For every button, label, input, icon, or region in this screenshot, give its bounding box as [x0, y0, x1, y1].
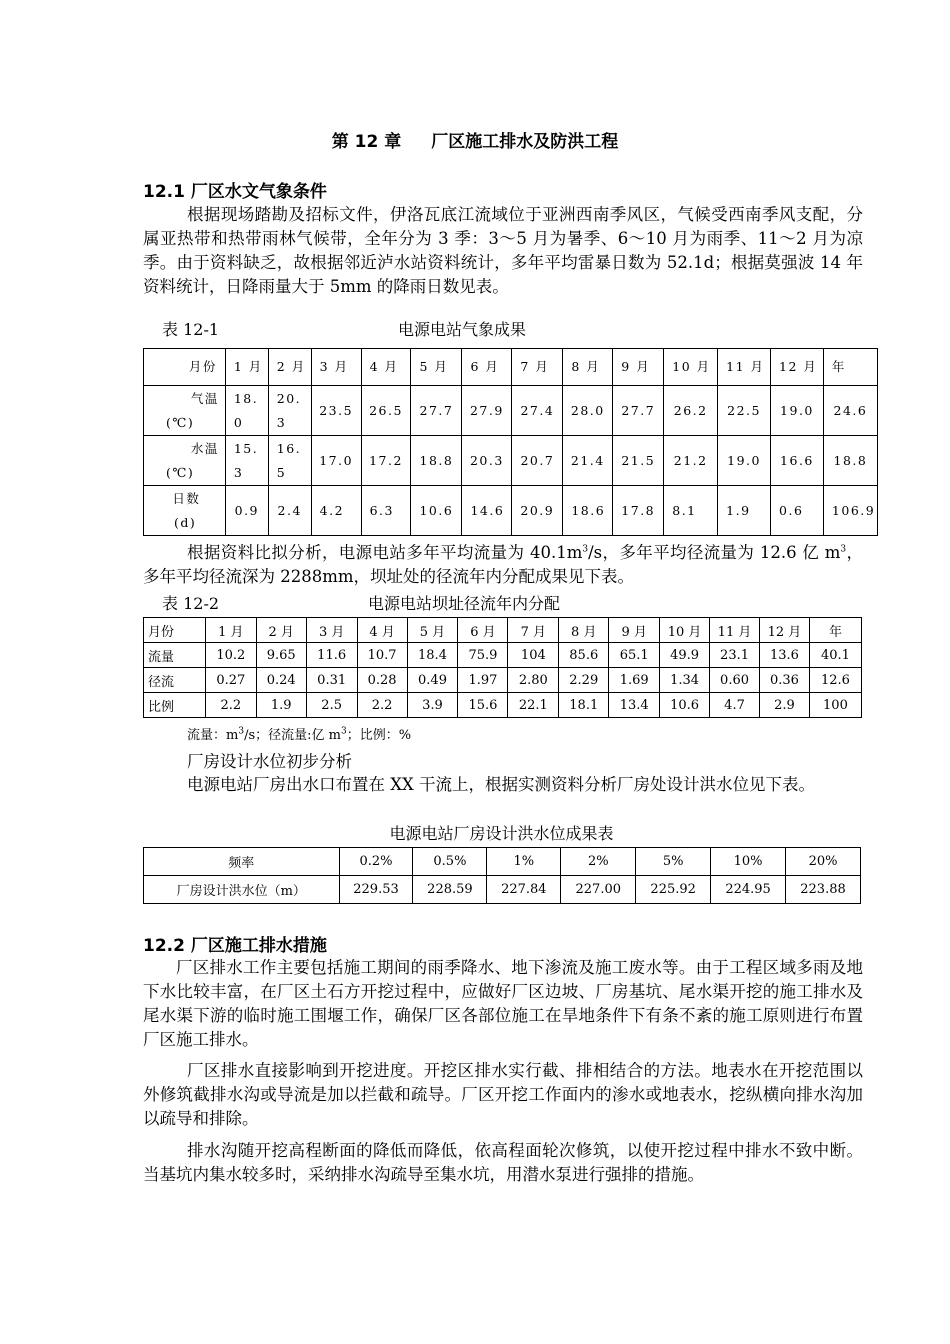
row-label: 日数 (d): [144, 486, 226, 536]
cell: 17.0: [311, 436, 361, 486]
table2-title: 电源电站坝址径流年内分配: [368, 594, 561, 613]
header-cell: 5%: [636, 848, 711, 876]
cell: 22.1: [508, 693, 559, 718]
cell: 224.95: [711, 876, 786, 904]
header-cell: 1 月: [205, 618, 256, 643]
paragraph-climate: 根据现场踏勘及招标文件，伊洛瓦底江流域位于亚洲西南季风区，气候受西南季风支配，分属亚热带和热带雨林气候带，全年分为 3 季：3～5 月为暑季、6～10 月为雨季、11～2 月为凉季。由于资料缺乏，故根据邻近泸水站资料统计，多年平均雷暴日数为 52.1d；根据莫强波 14 年资料统计，日降雨量大于 5mm 的降雨日数见表。: [143, 205, 863, 296]
header-cell: 5 月: [411, 349, 462, 386]
cell: 15.3: [225, 436, 268, 486]
header-cell: 9 月: [613, 349, 664, 386]
table-row: [144, 386, 878, 436]
chapter-name: 厂区施工排水及防洪工程: [431, 132, 619, 152]
cell: 15.6: [458, 693, 508, 718]
cell: 27.9: [462, 386, 512, 436]
cell: 21.5: [613, 436, 664, 486]
header-cell: 10 月: [660, 618, 710, 643]
cell: 1.9: [718, 486, 771, 536]
cell: 23.5: [311, 386, 361, 436]
row-label: 厂房设计洪水位（m）: [144, 876, 340, 904]
cell: 2.5: [306, 693, 357, 718]
row-label: 气温 (℃): [144, 386, 226, 436]
cell: 0.31: [306, 668, 357, 693]
cell: 26.2: [664, 386, 718, 436]
chapter-title: [0, 127, 950, 152]
cell: 75.9: [458, 643, 508, 668]
cell: 85.6: [559, 643, 609, 668]
cell: 2.2: [205, 693, 256, 718]
cell: 10.6: [411, 486, 462, 536]
cell: 18.8: [823, 436, 877, 486]
cell: 23.1: [710, 643, 760, 668]
cell: 18.0: [225, 386, 268, 436]
header-cell: 9 月: [609, 618, 660, 643]
runoff-header-row: [144, 618, 862, 643]
cell: 16.6: [771, 436, 824, 486]
cell: 10.6: [660, 693, 710, 718]
header-cell: 8 月: [563, 349, 613, 386]
cell: 0.9: [225, 486, 268, 536]
header-cell: 5 月: [407, 618, 458, 643]
cell: 223.88: [786, 876, 861, 904]
cell: 0.28: [357, 668, 407, 693]
cell: 228.59: [413, 876, 487, 904]
cell: 20.3: [268, 386, 311, 436]
weather-table: [143, 348, 878, 536]
cell: 21.2: [664, 436, 718, 486]
cell: 227.84: [487, 876, 561, 904]
cell: 3.9: [407, 693, 458, 718]
cell: 1.97: [458, 668, 508, 693]
runoff-table: [143, 617, 862, 718]
row-label: 比例: [144, 693, 206, 718]
header-cell: 0.2%: [339, 848, 413, 876]
flood-level-table: [143, 847, 861, 904]
cell: 229.53: [339, 876, 413, 904]
cell: 17.2: [361, 436, 411, 486]
header-cell: 11 月: [718, 349, 771, 386]
header-cell: 20%: [786, 848, 861, 876]
header-cell: 10%: [711, 848, 786, 876]
cell: 27.7: [613, 386, 664, 436]
cell: 13.4: [609, 693, 660, 718]
row-label: 水温 (℃): [144, 436, 226, 486]
header-cell: 4 月: [357, 618, 407, 643]
table2-label: 表 12-2: [162, 594, 220, 613]
cell: 106.9: [823, 486, 877, 536]
cell: 17.8: [613, 486, 664, 536]
header-cell: 10 月: [664, 349, 718, 386]
header-cell: 月份: [144, 618, 206, 643]
table-row: [144, 876, 861, 904]
cell: 1.34: [660, 668, 710, 693]
header-cell: 2 月: [268, 349, 311, 386]
header-cell: 3 月: [306, 618, 357, 643]
cell: 27.7: [411, 386, 462, 436]
header-cell: 月份: [144, 349, 226, 386]
header-cell: 6 月: [462, 349, 512, 386]
cell: 65.1: [609, 643, 660, 668]
header-cell: 频率: [144, 848, 340, 876]
table-row: [144, 643, 862, 668]
cell: 225.92: [636, 876, 711, 904]
cell: 1.9: [256, 693, 306, 718]
cell: 14.6: [462, 486, 512, 536]
cell: 0.27: [205, 668, 256, 693]
header-cell: 6 月: [458, 618, 508, 643]
paragraph-drainage-scope: 厂区排水工作主要包括施工期间的雨季降水、地下渗流及施工废水等。由于工程区域多雨及地下水比较丰富，在厂区土石方开挖过程中，应做好厂区边坡、厂房基坑、尾水渠开挖的施工排水及尾水渠下游的临时施工围堰工作，确保厂区各部位施工在旱地条件下有条不紊的施工原则进行布置厂区施工排水。: [143, 958, 863, 1049]
cell: 2.80: [508, 668, 559, 693]
cell: 4.2: [311, 486, 361, 536]
cell: 20.7: [512, 436, 563, 486]
header-cell: 1 月: [225, 349, 268, 386]
cell: 0.49: [407, 668, 458, 693]
header-cell: 12 月: [759, 618, 809, 643]
cell: 0.24: [256, 668, 306, 693]
header-cell: 1%: [487, 848, 561, 876]
table2-units-note: 流量：$m^3/s$；径流量:亿 $m^3$；比例：%: [187, 726, 412, 743]
header-cell: 4 月: [361, 349, 411, 386]
cell: 18.4: [407, 643, 458, 668]
cell: 22.5: [718, 386, 771, 436]
sub-heading-design-level: 厂房设计水位初步分析: [187, 752, 352, 771]
paragraph-drainage-method: 厂区排水直接影响到开挖进度。开挖区排水实行截、排相结合的方法。地表水在开挖范围以外修筑截排水沟或导流是加以拦截和疏导。厂区开挖工作面内的渗水或地表水，挖纵横向排水沟加以疏导和排除。: [143, 1061, 863, 1128]
table1-label: 表 12-1: [162, 320, 220, 339]
cell: 104: [508, 643, 559, 668]
cell: 16.5: [268, 436, 311, 486]
cell: 20.9: [512, 486, 563, 536]
cell: 18.1: [559, 693, 609, 718]
cell: 4.7: [710, 693, 760, 718]
cell: 0.60: [710, 668, 760, 693]
section-heading-12-2: 12.2 厂区施工排水措施: [143, 936, 327, 956]
table-row: [144, 668, 862, 693]
header-cell: 8 月: [559, 618, 609, 643]
flood-header-row: [144, 848, 861, 876]
cell: 2.9: [759, 693, 809, 718]
cell: 18.8: [411, 436, 462, 486]
cell: 6.3: [361, 486, 411, 536]
paragraph-flow: 根据资料比拟分析，电源电站多年平均流量为 $40.1m^3/s$，多年平均径流量为 12.6 亿 $m^3$，多年平均径流深为 2288mm，坝址处的径流年内分配成果见下表。: [143, 543, 863, 586]
cell: 100: [809, 693, 861, 718]
section-heading-12-1: 12.1 厂区水文气象条件: [143, 182, 327, 202]
header-cell: 7 月: [508, 618, 559, 643]
cell: 0.6: [771, 486, 824, 536]
cell: 21.4: [563, 436, 613, 486]
cell: 13.6: [759, 643, 809, 668]
cell: 40.1: [809, 643, 861, 668]
cell: 26.5: [361, 386, 411, 436]
cell: 24.6: [823, 386, 877, 436]
cell: 9.65: [256, 643, 306, 668]
header-cell: 7 月: [512, 349, 563, 386]
cell: 20.3: [462, 436, 512, 486]
row-label: 流量: [144, 643, 206, 668]
header-cell: 0.5%: [413, 848, 487, 876]
table3-title: 电源电站厂房设计洪水位成果表: [389, 824, 614, 843]
chapter-number: 第 12 章: [331, 132, 402, 152]
table-row: [144, 693, 862, 718]
header-cell: 12 月: [771, 349, 824, 386]
table-row: [144, 486, 878, 536]
header-cell: 3 月: [311, 349, 361, 386]
header-cell: 2%: [561, 848, 636, 876]
header-cell: 11 月: [710, 618, 760, 643]
header-cell: 年: [809, 618, 861, 643]
table1-title: 电源电站气象成果: [398, 320, 527, 339]
cell: 10.7: [357, 643, 407, 668]
cell: 27.4: [512, 386, 563, 436]
row-label: 径流: [144, 668, 206, 693]
cell: 11.6: [306, 643, 357, 668]
weather-header-row: [144, 349, 878, 386]
cell: 19.0: [718, 436, 771, 486]
paragraph-drainage-ditch: 排水沟随开挖高程断面的降低而降低，依高程面轮次修筑，以使开挖过程中排水不致中断。当基坑内集水较多时，采纳排水沟疏导至集水坑，用潜水泵进行强排的措施。: [143, 1141, 863, 1184]
cell: 18.6: [563, 486, 613, 536]
table-row: [144, 436, 878, 486]
cell: 2.29: [559, 668, 609, 693]
cell: 10.2: [205, 643, 256, 668]
cell: 227.00: [561, 876, 636, 904]
cell: 0.36: [759, 668, 809, 693]
cell: 28.0: [563, 386, 613, 436]
header-cell: 2 月: [256, 618, 306, 643]
paragraph-outlet: 电源电站厂房出水口布置在 XX 干流上，根据实测资料分析厂房处设计洪水位见下表。: [187, 775, 815, 794]
cell: 19.0: [771, 386, 824, 436]
header-cell: 年: [823, 349, 877, 386]
cell: 1.69: [609, 668, 660, 693]
cell: 2.4: [268, 486, 311, 536]
cell: 2.2: [357, 693, 407, 718]
cell: 8.1: [664, 486, 718, 536]
cell: 49.9: [660, 643, 710, 668]
cell: 12.6: [809, 668, 861, 693]
